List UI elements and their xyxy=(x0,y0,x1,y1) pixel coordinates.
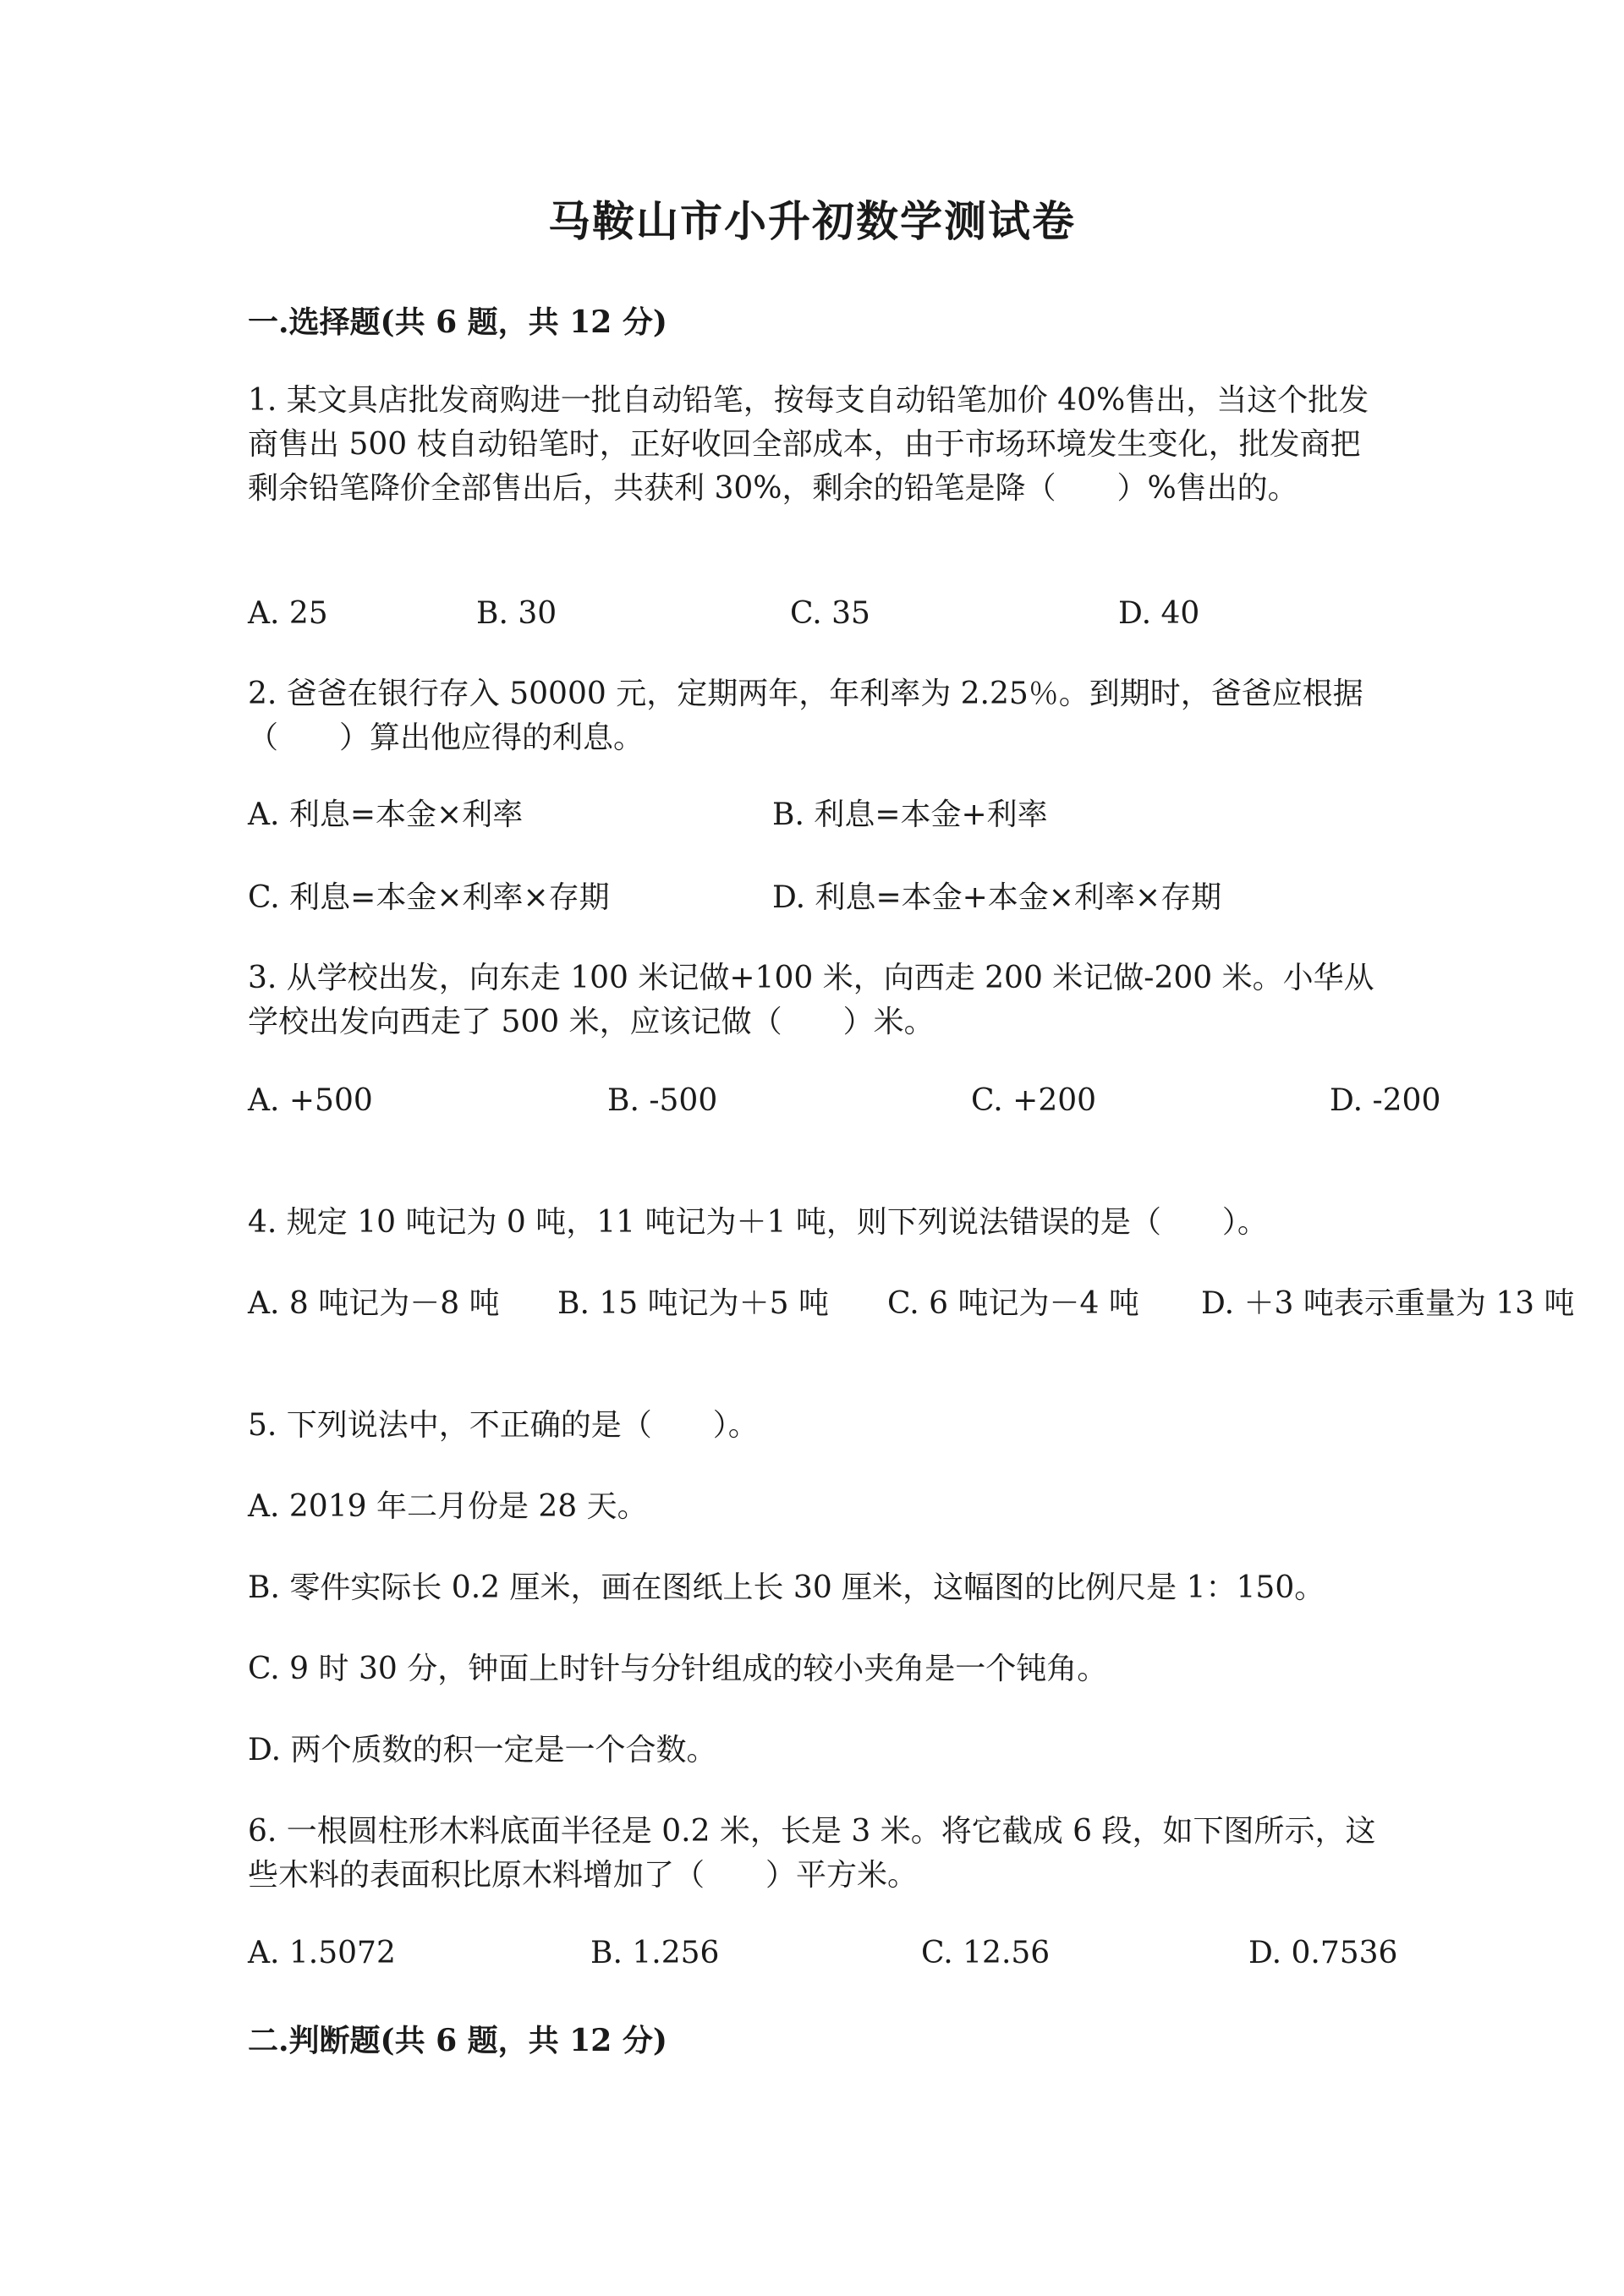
question-5-text: 5. 下列说法中，不正确的是（ ）。 xyxy=(248,1408,759,1443)
page-title: 马鞍山市小升初数学测试卷 xyxy=(548,196,1076,246)
question-1-option-c: C. 35 xyxy=(790,596,870,631)
question-3-option-b: B. -500 xyxy=(607,1083,718,1118)
question-1-option-d: D. 40 xyxy=(1118,596,1200,631)
question-2-option-b: B. 利息=本金+利率 xyxy=(772,797,1048,832)
question-6-text: 6. 一根圆柱形木料底面半径是 0.2 米，长是 3 米。将它截成 6 段，如下图所示，这些木料的表面积比原木料增加了（ ）平方米。 xyxy=(248,1814,1376,1893)
question-5-option-a: A. 2019 年二月份是 28 天。 xyxy=(248,1489,648,1524)
question-2-option-d: D. 利息=本金+本金×利率×存期 xyxy=(772,880,1222,915)
question-4-text: 4. 规定 10 吨记为 0 吨，11 吨记为＋1 吨，则下列说法错误的是（ ）。 xyxy=(248,1205,1268,1240)
question-1-text: 1. 某文具店批发商购进一批自动铅笔，按每支自动铅笔加价 40%售出，当这个批发商售出 500 枝自动铅笔时，正好收回全部成本，由于市场环境发生变化，批发商把剩余铅笔降价全部售出后，共获利 30%，剩余的铅笔是降（ ）%售出的。 xyxy=(248,383,1369,506)
section-1-heading: 一.选择题(共 6 题，共 12 分) xyxy=(248,304,667,340)
question-3-option-c: C. +200 xyxy=(971,1083,1097,1118)
question-5-option-c: C. 9 时 30 分，钟面上时针与分针组成的较小夹角是一个钝角。 xyxy=(248,1652,1108,1686)
question-5-option-d: D. 两个质数的积一定是一个合数。 xyxy=(248,1733,717,1767)
question-3-option-a: A. +500 xyxy=(248,1083,373,1118)
question-2-text: 2. 爸爸在银行存入 50000 元，定期两年，年利率为 2.25％。到期时，爸爸应根据（ ）算出他应得的利息。 xyxy=(248,677,1363,755)
question-6-option-c: C. 12.56 xyxy=(921,1936,1051,1970)
question-6-option-d: D. 0.7536 xyxy=(1248,1936,1398,1970)
question-2-option-a: A. 利息=本金×利率 xyxy=(248,797,524,832)
question-6-option-b: B. 1.256 xyxy=(590,1936,720,1970)
question-5-option-b: B. 零件实际长 0.2 厘米，画在图纸上长 30 厘米，这幅图的比例尺是 1：150。 xyxy=(248,1570,1325,1605)
section-2-heading: 二.判断题(共 6 题，共 12 分) xyxy=(248,2023,667,2058)
question-3-text: 3. 从学校出发，向东走 100 米记做+100 米，向西走 200 米记做-200 米。小华从学校出发向西走了 500 米，应该记做（ ）米。 xyxy=(248,961,1374,1039)
question-6-option-a: A. 1.5072 xyxy=(248,1936,396,1970)
question-1-option-b: B. 30 xyxy=(476,596,557,631)
question-4-option-d: D. ＋3 吨表示重量为 13 吨 xyxy=(1201,1286,1575,1321)
question-4-option-b: B. 15 吨记为＋5 吨 xyxy=(557,1286,829,1321)
question-4-option-c: C. 6 吨记为－4 吨 xyxy=(887,1286,1139,1321)
question-3-option-d: D. -200 xyxy=(1330,1083,1441,1118)
question-4-option-a: A. 8 吨记为－8 吨 xyxy=(248,1286,500,1321)
question-2-option-c: C. 利息=本金×利率×存期 xyxy=(248,880,610,915)
question-1-option-a: A. 25 xyxy=(248,596,328,631)
